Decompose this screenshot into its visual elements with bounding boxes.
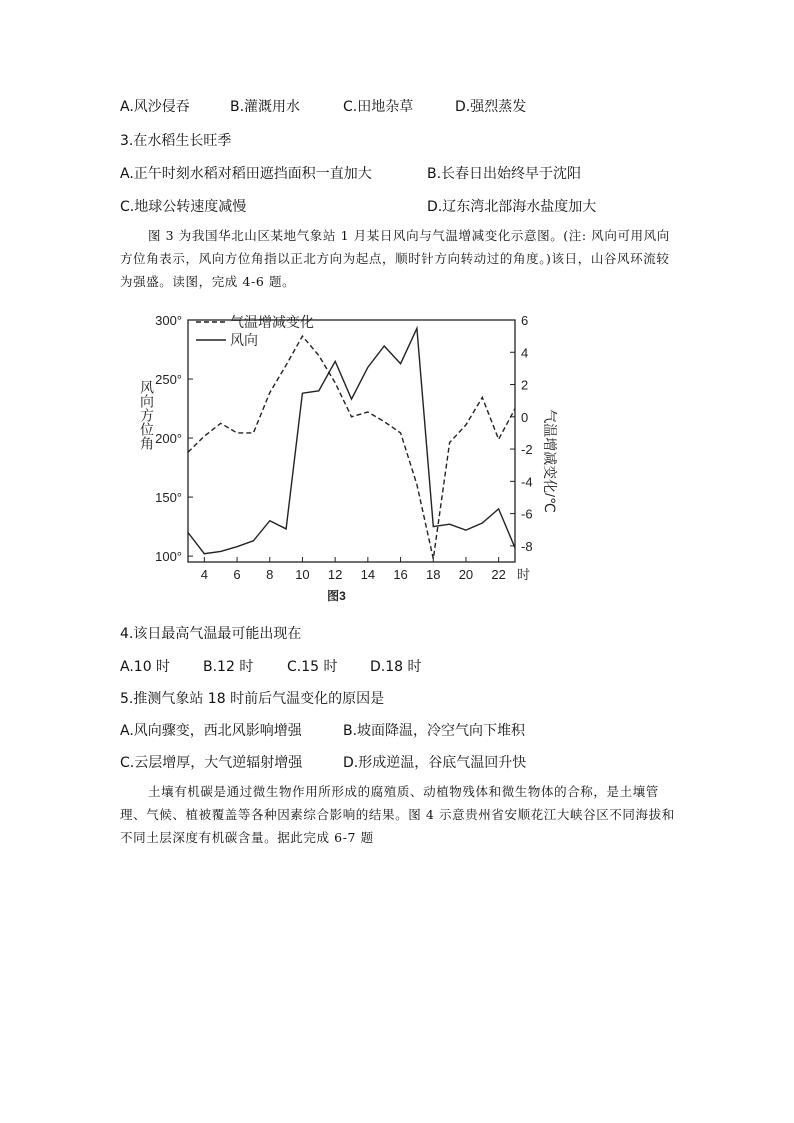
figure3-intro [120,224,676,293]
x-tick-label: 14 [360,567,376,582]
plot-frame [188,320,515,562]
q4-option-a: A.10 时 [120,659,171,675]
right-tick-label: -4 [521,474,533,490]
q5-option-a: A.风向骤变，西北风影响增强 [120,723,302,739]
x-tick-label: 22 [491,567,506,582]
right-tick-label: 2 [521,377,529,393]
left-tick-label: 150° [155,490,182,506]
left-axis-label: 风向方位角 [139,380,155,450]
option-b: B.灌溉用水 [230,99,301,115]
q5-option-c: C.云层增厚，大气逆辐射增强 [120,755,303,771]
q4-option-c: C.15 时 [287,659,338,675]
temperature-change-line [188,336,515,559]
question-4-stem: 4.该日最高气温最可能出现在 [120,626,302,642]
figure3-intro-text: 图 3 为我国华北山区某地气象站 1 月某日风向与气温增减变化示意图。(注: 风向可用风向方位角表示，风向方位角指以正北方向为起点，顺时针方向转动过的角度。)该日，山谷风环流较为强盛。读图，完成 4-6 题。 [120,228,670,289]
x-axis-unit: 时 [517,567,531,582]
right-tick-label: 4 [521,345,529,361]
x-tick-label: 16 [393,567,408,582]
x-tick-label: 6 [233,567,241,582]
question-5-stem: 5.推测气象站 18 时前后气温变化的原因是 [120,691,385,707]
figure-caption: 图3 [327,589,346,603]
figure3-chart [120,300,558,610]
option-c: C.田地杂草 [343,99,414,115]
left-tick-label: 200° [155,431,182,447]
left-tick-label: 300° [155,313,182,328]
question-3-stem: 3.在水稻生长旺季 [120,133,232,149]
option-a: A.风沙侵吞 [120,99,190,115]
q5-option-d: D.形成逆温，谷底气温回升快 [343,755,527,771]
right-tick-label: 0 [521,409,529,425]
q3-option-a: A.正午时刻水稻对稻田遮挡面积一直加大 [120,166,372,182]
legend-wind-label: 风向 [230,332,258,348]
option-d: D.强烈蒸发 [455,99,527,115]
legend-temperature-label: 气温增减变化 [230,314,314,330]
right-tick-label: 6 [521,313,529,328]
wind-direction-line [188,328,515,553]
right-axis-label: 气温增减变化/℃ [542,409,558,513]
x-tick-label: 20 [458,567,474,582]
left-tick-label: 100° [155,549,182,565]
right-tick-label: -2 [521,442,533,458]
figure4-intro-text: 土壤有机碳是通过微生物作用所形成的腐殖质、动植物残体和微生物体的合称，是土壤管理、气候、植被覆盖等各种因素综合影响的结果。图 4 示意贵州省安顺花江大峡谷区不同海拔和不同土层深度有机碳含量。据此完成 6-7 题 [120,784,675,845]
q3-option-b: B.长春日出始终早于沈阳 [427,166,582,182]
x-tick-label: 8 [266,567,274,582]
q3-option-c: C.地球公转速度减慢 [120,199,247,215]
q4-option-d: D.18 时 [370,659,422,675]
q4-option-b: B.12 时 [203,659,254,675]
right-tick-label: -6 [521,506,533,522]
right-tick-label: -8 [521,538,533,554]
left-tick-label: 250° [155,372,182,388]
x-tick-label: 12 [327,567,343,582]
x-tick-label: 10 [295,567,310,582]
q3-option-d: D.辽东湾北部海水盐度加大 [427,199,597,215]
x-tick-label: 18 [426,567,441,582]
q5-option-b: B.坡面降温，冷空气向下堆积 [343,723,526,739]
x-tick-label: 4 [200,567,208,582]
figure4-intro [120,780,676,849]
